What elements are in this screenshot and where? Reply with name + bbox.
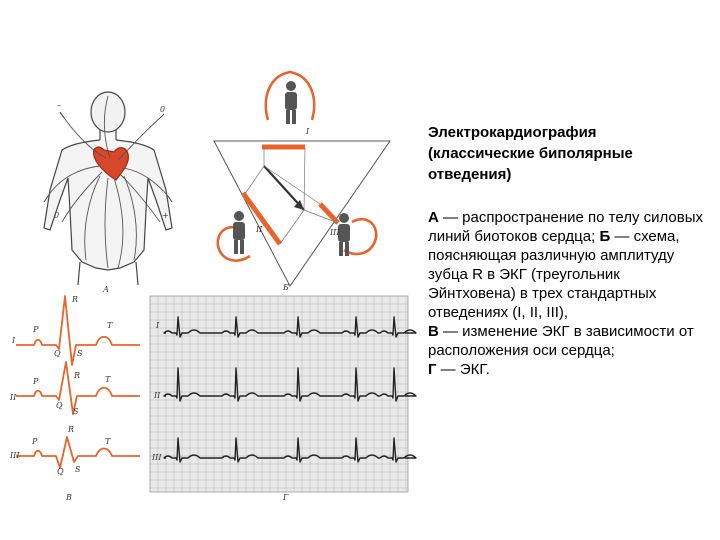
caption-item-v: В — изменение ЭКГ в зависимости от расположения оси сердца; — [428, 323, 694, 359]
einthoven-triangle — [214, 72, 390, 286]
wave-s-iii: S — [75, 465, 81, 474]
panel-label-b: Б — [283, 283, 289, 292]
person-figure-left — [233, 211, 245, 254]
lead-label-ii: II — [256, 225, 263, 234]
wave-r-i: R — [72, 295, 79, 304]
pole-label-right-top: 0 — [160, 105, 166, 114]
lead-name-i: I — [12, 336, 16, 345]
lead-ii-bar — [243, 193, 280, 244]
wave-p-ii: P — [33, 377, 39, 386]
lead-name-ii: II — [10, 393, 17, 402]
ecg-lead-label-i: I — [156, 321, 160, 330]
ecg-lead-label-iii: III — [152, 453, 162, 462]
wave-s-ii: S — [73, 407, 79, 416]
pole-label-left-top: – — [57, 101, 61, 110]
lead-label-i: I — [306, 127, 310, 136]
pole-label-right-bottom: + — [162, 211, 169, 220]
caption-title: Электрокардиография (классические биполярные отведения) — [428, 124, 633, 183]
lead-iii-bar — [320, 204, 338, 223]
wave-q-i: Q — [54, 349, 61, 358]
caption-description — [428, 208, 708, 379]
figure-a-body-diagram — [44, 92, 172, 285]
wave-r-ii: R — [74, 371, 81, 380]
caption-item-b: Б — схема, поясняющая различную амплитуду зубца R в ЭКГ (треугольник Эйнтховена) в трех стандартных отведениях (I, II, III), — [428, 228, 680, 321]
panel-label-v: В — [66, 493, 72, 502]
lead-ii-trace — [16, 362, 140, 414]
wave-p-iii: P — [32, 437, 38, 446]
ecg-lead-label-ii: II — [154, 391, 161, 400]
wave-t-ii: T — [105, 375, 111, 384]
wave-q-ii: Q — [56, 401, 63, 410]
ecg-chart — [150, 296, 416, 492]
wave-s-i: S — [77, 349, 83, 358]
caption-item-g: Г — ЭКГ. — [428, 361, 490, 378]
wave-p-i: P — [33, 325, 39, 334]
wave-r-iii: R — [68, 425, 75, 434]
wave-t-i: T — [107, 321, 113, 330]
person-figure-right — [338, 213, 350, 256]
wave-q-iii: Q — [57, 467, 64, 476]
lead-label-iii: III — [330, 228, 340, 237]
person-figure-top — [285, 81, 297, 124]
panel-label-g: Г — [283, 493, 289, 502]
lead-name-iii: III — [10, 451, 20, 460]
panel-label-a: А — [103, 285, 110, 294]
pole-label-left-bottom: 0 — [54, 211, 60, 220]
caption-item-a: А — распространение по телу силовых линий биотоков сердца; — [428, 209, 704, 245]
wave-t-iii: T — [105, 437, 111, 446]
